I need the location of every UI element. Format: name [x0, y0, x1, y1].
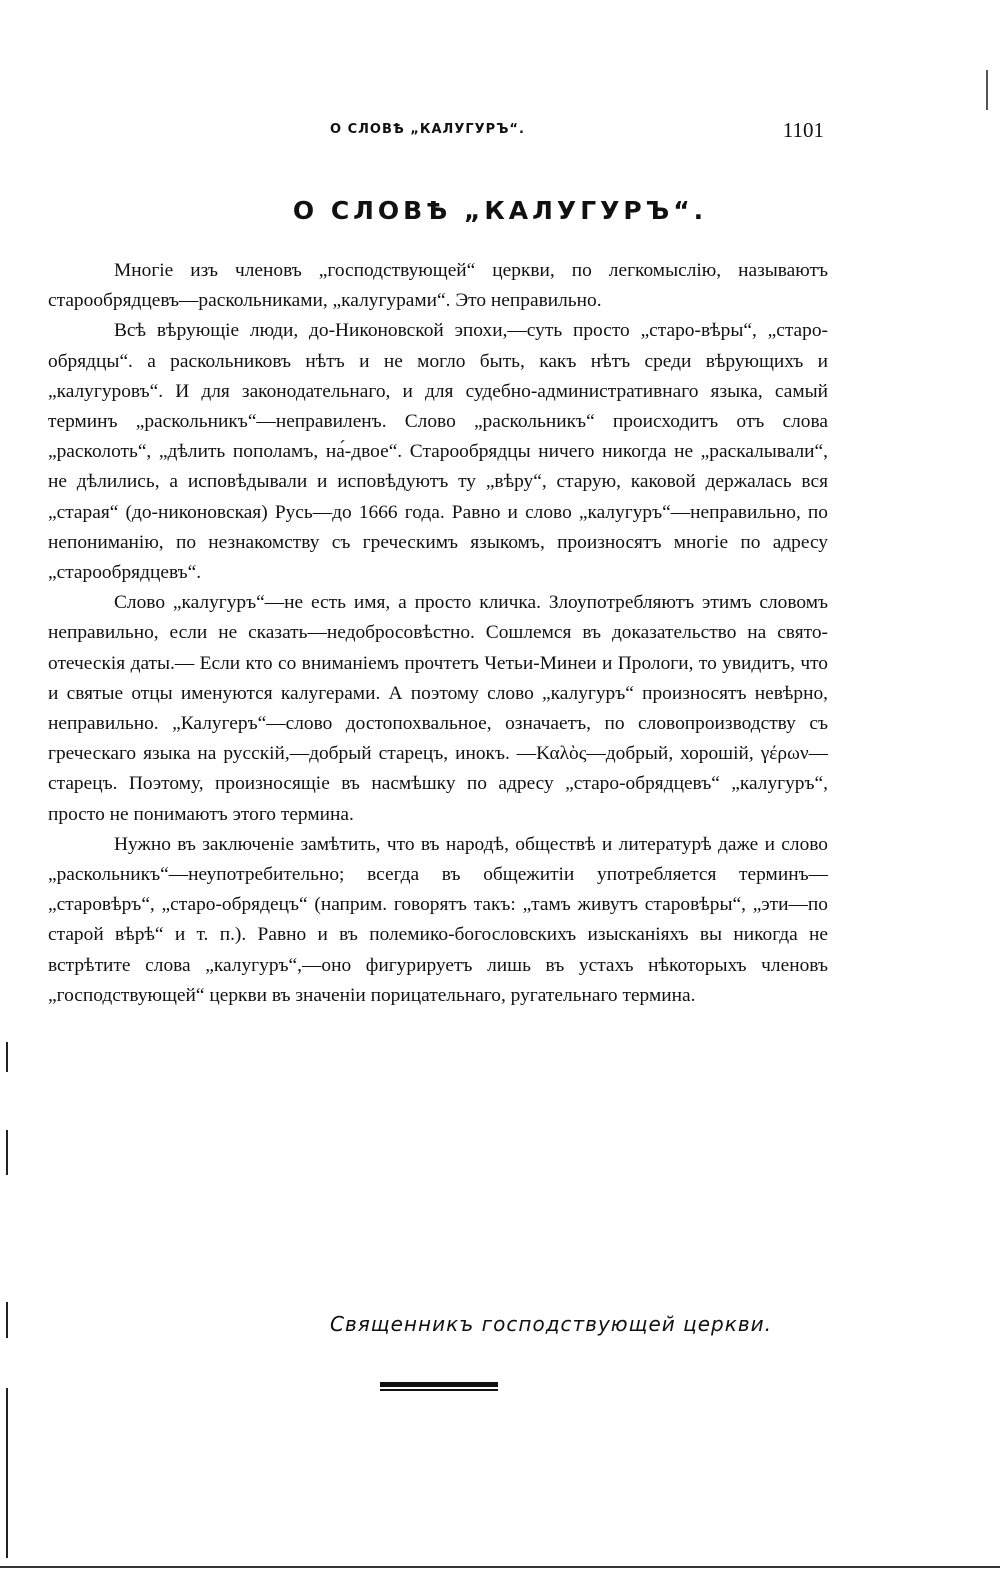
margin-speck [986, 70, 988, 110]
end-rule-thin [380, 1389, 498, 1391]
paragraph-4: Нужно въ заключеніе замѣтить, что въ народѣ, обществѣ и литературѣ даже и слово „раскольникъ“—неупотребительно; всегда въ общежитіи употребляется терминъ—„старовѣръ“, „старо-обрядецъ“ (наприм. говорятъ такъ: „тамъ живутъ старовѣры“, „эти—по старой вѣрѣ“ и т. п.). Равно и въ полемико-богословскихъ изысканіяхъ вы никогда не встрѣтите слова „калугуръ“,—оно фигурируетъ лишь въ устахъ нѣкоторыхъ членовъ „господствующей“ церкви въ значеніи порицательнаго, ругательнаго термина. [48, 833, 828, 1006]
paragraph-3: Слово „калугуръ“—не есть имя, а просто кличка. Злоупотребляютъ этимъ словомъ неправильно, если не сказать—недобросовѣстно. Сошлемся въ доказательство на свято-отеческія даты.— Если кто со вниманіемъ прочтетъ Четьи-Минеи и Прологи, то увидитъ, что и святые отцы именуются калугерами. А поэтому слово „калугуръ“ произносятъ невѣрно, неправильно. „Калугеръ“—слово достопохвальное, означаетъ, по словопроизводству съ греческаго языка на русскій,—добрый старецъ, инокъ. —Καλὸς—добрый, хорошій, γέρων—старецъ. Поэтому, произносящіе въ насмѣшку по адресу „старо-обрядцевъ“ „калугуръ“, просто не понимаютъ этого термина. [48, 592, 828, 825]
page-number: 1101 [782, 118, 824, 142]
margin-mark [6, 1042, 8, 1072]
running-title: О СЛОВѢ „КАЛУГУРЪ“. [330, 122, 525, 137]
margin-mark [6, 1130, 8, 1175]
running-header [330, 118, 830, 142]
signature: Священникъ господствующей церкви. [330, 1312, 772, 1336]
article-title: О СЛОВѢ „КАЛУГУРЪ“. [292, 196, 708, 225]
scan-edge-line [0, 1566, 1000, 1568]
article-body [48, 256, 828, 1011]
end-rule [380, 1382, 498, 1387]
paragraph-1: Многіе изъ членовъ „господствующей“ церкви, по легкомыслію, называютъ старообрядцевъ—раскольниками, „калугурами“. Это неправильно. [48, 260, 828, 312]
margin-mark [6, 1302, 8, 1338]
margin-mark [6, 1388, 8, 1558]
paragraph-2: Всѣ вѣрующіе люди, до-Никоновской эпохи,—суть просто „старо-вѣры“, „старо-обрядцы“. а раскольниковъ нѣтъ и не могло быть, какъ нѣтъ среди вѣрующихъ и „калугуровъ“. И для законодательнаго, и для судебно-административнаго языка, самый терминъ „раскольникъ“—неправиленъ. Слово „раскольникъ“ происходитъ отъ слова „расколоть“, „дѣлить пополамъ, на́-двое“. Старообрядцы ничего никогда не „раскалывали“, не дѣлились, а исповѣдывали и исповѣдуютъ ту „вѣру“, старую, каковой держалась вся „старая“ (до-никоновская) Русь—до 1666 года. Равно и слово „калугуръ“—неправильно, по непониманію, по незнакомству съ греческимъ языкомъ, произносятъ многіе по адресу „старообрядцевъ“. [48, 320, 828, 584]
